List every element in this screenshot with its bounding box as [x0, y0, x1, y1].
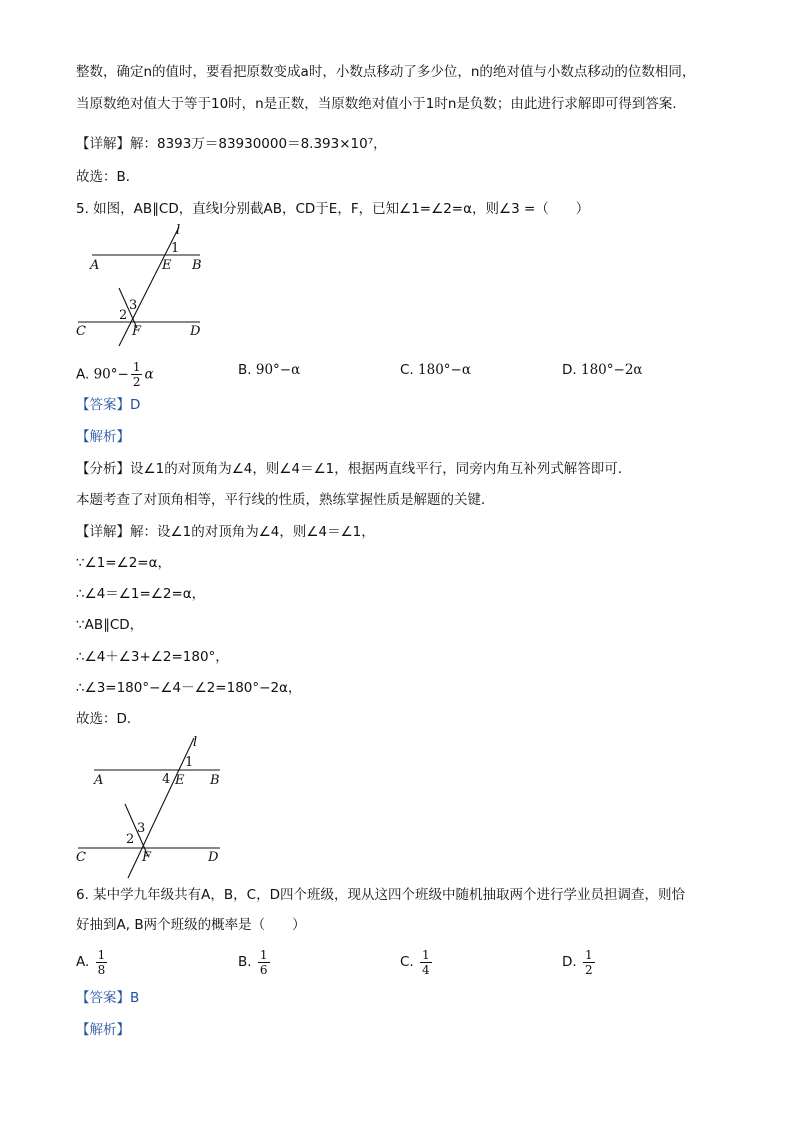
label-l: l — [193, 735, 198, 750]
q5-option-d — [562, 360, 643, 380]
label-a: A — [90, 258, 100, 273]
denominator: 4 — [422, 962, 430, 977]
option-label: A. — [76, 954, 90, 970]
numerator: 1 — [97, 947, 106, 962]
analysis-label: 【解析】 — [76, 1022, 130, 1038]
q6-option-a — [76, 944, 109, 980]
label-angle-2: 2 — [119, 308, 128, 323]
text-line: 故选：B． — [76, 169, 140, 185]
label-angle-1: 1 — [185, 755, 194, 770]
text-line: 故选：D． — [76, 711, 141, 727]
option-a-alpha: α — [144, 366, 154, 383]
label-b: B — [192, 258, 202, 273]
option-label: C. — [400, 954, 414, 970]
question-6-stem: 6. 某中学九年级共有A，B，C，D四个班级，现从这四个班级中随机抽取两个进行学业员担调查，则恰 — [76, 887, 685, 903]
q6-option-b — [238, 944, 272, 980]
text-line: 本题考查了对顶角相等，平行线的性质，熟练掌握性质是解题的关键． — [76, 492, 495, 508]
fraction — [258, 948, 270, 977]
question-6-stem-cont: 好抽到A, B两个班级的概率是（ ） — [76, 917, 306, 933]
option-b-text: 90°−α — [255, 362, 301, 378]
fraction — [96, 948, 108, 977]
text-line: ∴∠3=180°−∠4－∠2=180°−2α， — [76, 680, 302, 696]
text-line: 【详解】解：8393万＝83930000＝8.393×10⁷， — [76, 136, 387, 152]
text-line: 整数，确定n的值时，要看把原数变成a时，小数点移动了多少位，n的绝对值与小数点移动的位数相同， — [76, 64, 696, 80]
denominator: 6 — [259, 962, 268, 977]
q6-option-d — [562, 944, 597, 980]
numerator: 1 — [259, 947, 268, 962]
option-c-text: 180°−α — [418, 362, 471, 378]
text-line: 当原数绝对值大于等于10时，n是正数，当原数绝对值小于1时n是负数；由此进行求解即可得到答案． — [76, 96, 686, 112]
denominator: 2 — [132, 375, 141, 389]
text-line: ∵∠1=∠2=α， — [76, 555, 171, 571]
q5-option-c — [400, 360, 471, 380]
label-e: E — [162, 258, 172, 273]
option-d-text: 180°−2α — [580, 362, 643, 378]
label-angle-3: 3 — [137, 821, 146, 836]
text-line: 【详解】解：设∠1的对顶角为∠4，则∠4＝∠1， — [76, 524, 375, 540]
option-label: B. — [238, 954, 252, 970]
label-d: D — [208, 850, 219, 865]
q6-option-c — [400, 944, 434, 980]
figure-2-parallel-lines — [72, 732, 232, 882]
question-5-stem: 5. 如图，AB∥CD，直线l分别截AB，CD于E，F，已知∠1=∠2=α，则∠3 =（ ） — [76, 201, 590, 217]
fraction — [131, 360, 143, 389]
text-line: 【分析】设∠1的对顶角为∠4，则∠4＝∠1，根据两直线平行，同旁内角互补列式解答即可． — [76, 461, 632, 477]
figure-1-parallel-lines — [72, 222, 212, 350]
numerator: 1 — [422, 947, 430, 962]
label-angle-2: 2 — [126, 832, 135, 847]
label-angle-4: 4 — [162, 772, 171, 787]
text-line: ∴∠4＋∠3+∠2=180°， — [76, 649, 229, 665]
label-a: A — [94, 773, 104, 788]
text-line: ∴∠4＝∠1=∠2=α， — [76, 586, 206, 602]
label-angle-1: 1 — [171, 241, 180, 256]
option-label: D. — [562, 362, 577, 378]
answer-label: 【答案】B — [76, 990, 140, 1006]
denominator: 8 — [97, 962, 106, 977]
option-label: A. — [76, 366, 90, 383]
label-l: l — [176, 223, 181, 238]
analysis-label: 【解析】 — [76, 429, 130, 445]
option-label: C. — [400, 362, 414, 378]
q5-option-b — [238, 360, 300, 380]
q5-option-a — [76, 360, 154, 389]
label-angle-3: 3 — [129, 298, 138, 313]
numerator: 1 — [132, 360, 141, 374]
text-line: ∵AB∥CD， — [76, 617, 144, 633]
label-d: D — [190, 324, 201, 339]
label-c: C — [76, 850, 86, 865]
line-l — [119, 227, 179, 346]
fraction — [583, 948, 595, 977]
denominator: 2 — [584, 962, 593, 977]
label-b: B — [210, 773, 220, 788]
option-a-text: 90°− — [93, 366, 129, 383]
fraction — [420, 948, 432, 977]
label-c: C — [76, 324, 86, 339]
label-e: E — [175, 773, 185, 788]
label-f: F — [142, 850, 152, 865]
label-f: F — [132, 324, 142, 339]
option-label: B. — [238, 362, 252, 378]
numerator: 1 — [584, 947, 593, 962]
option-label: D. — [562, 954, 577, 970]
answer-label: 【答案】D — [76, 397, 141, 413]
